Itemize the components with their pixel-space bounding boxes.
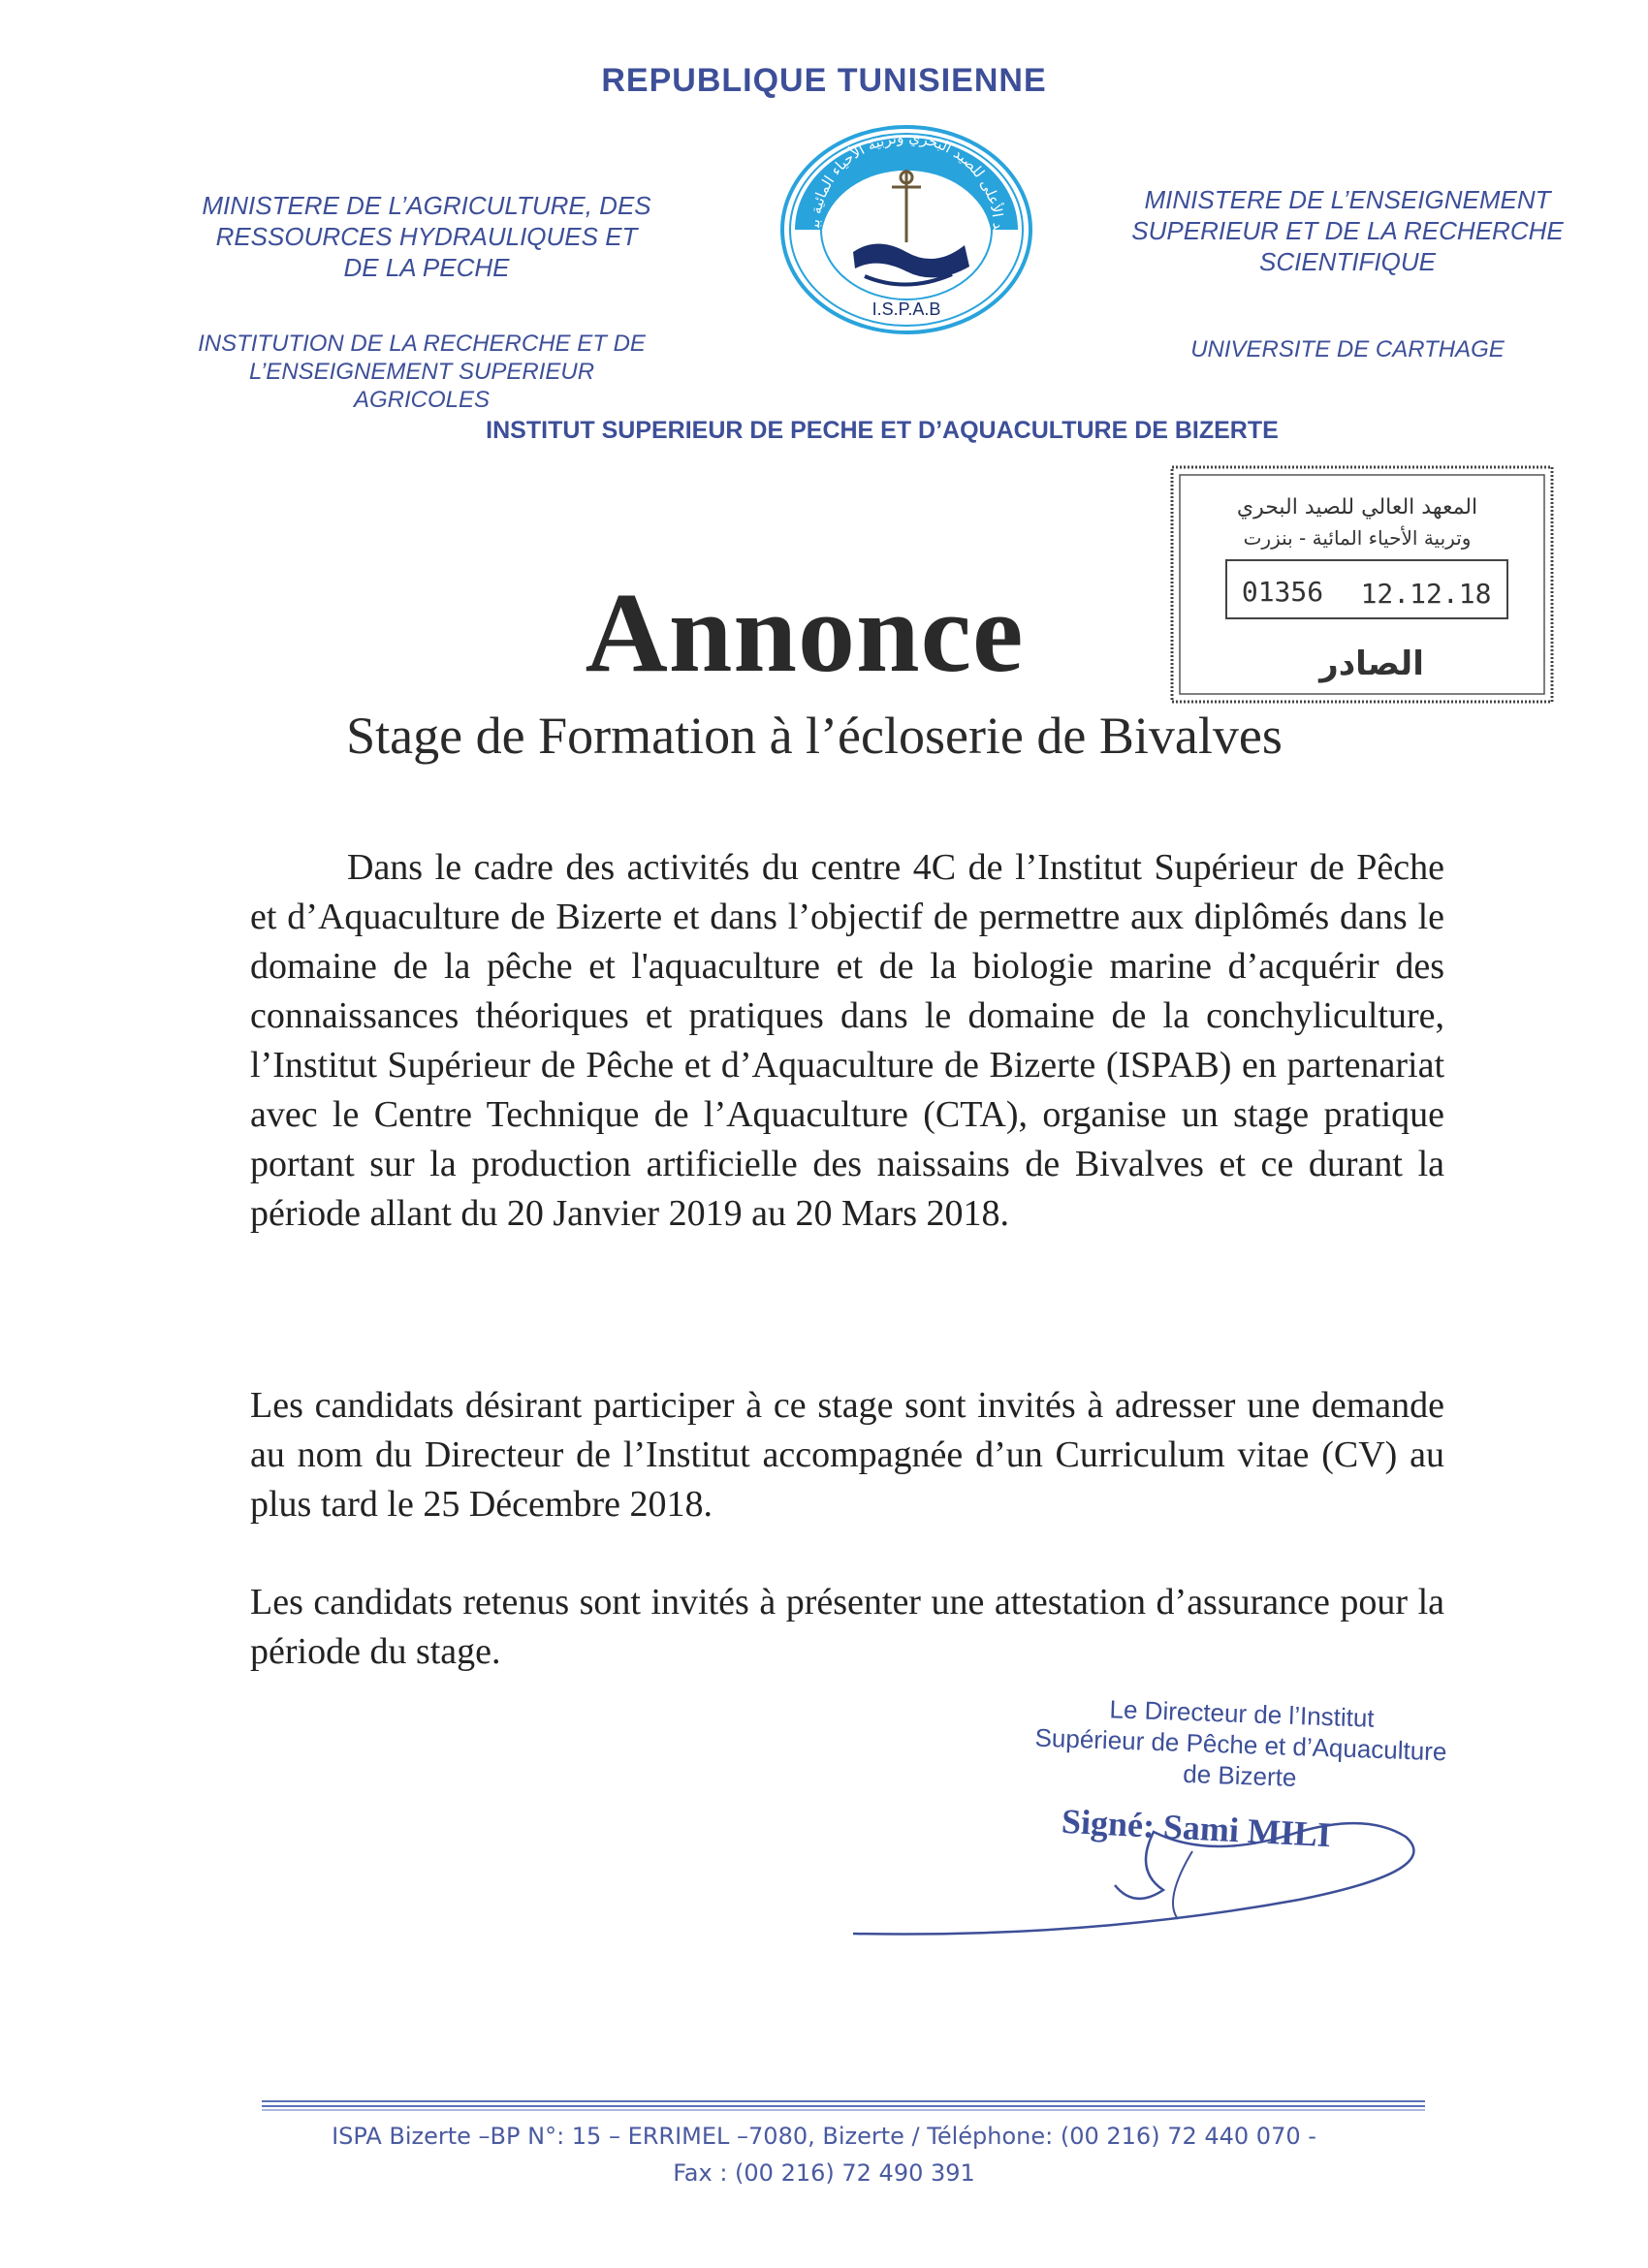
body-paragraph-2: [250, 1381, 1444, 1529]
institution-left-line: L’ENSEIGNEMENT SUPERIEUR: [248, 359, 595, 385]
stamp-date: 12.12.18: [1360, 578, 1492, 610]
signature-line: Le Directeur de l’Institut: [1109, 1694, 1376, 1733]
stamp-label: الصادر: [1319, 645, 1424, 683]
stamp-arabic-line2: وتربية الأحياء المائية - بنزرت: [1243, 526, 1472, 550]
footer-fax: Fax : (00 216) 72 490 391: [673, 2159, 975, 2187]
institution-left-line: AGRICOLES: [353, 387, 491, 413]
country-title: REPUBLIQUE TUNISIENNE: [601, 62, 1047, 99]
paragraph-text: Les candidats désirant participer à ce stage sont invités à adresser une demande au nom du Directeur de l’Institut accompagnée d’un Curriculum vitae (CV) au plus tard le 25 Décembre 2018.: [250, 1385, 1444, 1525]
ministry-left: [155, 190, 698, 283]
handwritten-signature: [843, 1793, 1464, 1948]
stamp-arabic-line1: المعهد العالي للصيد البحري: [1236, 495, 1478, 520]
signature-block: [1006, 1690, 1474, 1800]
ministry-right-line: SCIENTIFIQUE: [1258, 247, 1436, 276]
ministry-left-line: RESSOURCES HYDRAULIQUES ET: [215, 222, 638, 251]
signed-name: Signé: Sami MILI: [1061, 1801, 1332, 1855]
signature-line: Supérieur de Pêche et d’Aquaculture: [1034, 1722, 1447, 1767]
ministry-right-line: SUPERIEUR ET DE LA RECHERCHE: [1131, 216, 1564, 245]
body-paragraph-3: [250, 1578, 1444, 1677]
ministry-right: [1086, 184, 1609, 277]
ministry-left-line: DE LA PECHE: [343, 253, 510, 282]
body-paragraph-1: [250, 843, 1444, 1239]
signature-line: de Bizerte: [1182, 1758, 1297, 1793]
page-subtitle: Stage de Formation à l’écloserie de Bivalves: [346, 707, 1283, 765]
ministry-left-line: MINISTERE DE L’AGRICULTURE, DES: [202, 191, 651, 220]
page-title: Annonce: [585, 569, 1025, 696]
logo-arabic-text: د الأعلى للصيد البحري وتربية الأحياء المائية بب: [806, 128, 1008, 231]
paragraph-text: Les candidats retenus sont invités à présenter une attestation d’assurance pour la période du stage.: [250, 1582, 1444, 1672]
footer-divider: [262, 2098, 1425, 2112]
institute-name: INSTITUT SUPERIEUR DE PECHE ET D’AQUACULTURE DE BIZERTE: [486, 417, 1279, 444]
ispab-logo: [776, 121, 1037, 339]
logo-text: I.S.P.A.B: [872, 299, 941, 319]
footer-address: ISPA Bizerte –BP N°: 15 – ERRIMEL –7080, Bizerte / Téléphone: (00 216) 72 440 070 -: [332, 2123, 1316, 2150]
paragraph-text: Dans le cadre des activités du centre 4C de l’Institut Supérieur de Pêche et d’Aquaculture de Bizerte et dans l’objectif de permettre aux diplômés dans le domaine de la pêche et l'aquaculture et de la biologie marine d’acquérir des connaissances théoriques et pratiques dans le domaine de la conchyliculture, l’Institut Supérieur de Pêche et d’Aquaculture de Bizerte (ISPAB) en partenariat avec le Centre Technique de l’Aquaculture (CTA), organise un stage pratique portant sur la production artificielle des naissains de Bivalves et ce durant la période allant du 20 Janvier 2019 au 20 Mars 2018.: [250, 847, 1444, 1234]
stamp-number: 01356: [1241, 576, 1324, 608]
institution-left: [165, 330, 679, 414]
university-name: UNIVERSITE DE CARTHAGE: [1190, 336, 1505, 362]
institution-left-line: INSTITUTION DE LA RECHERCHE ET DE: [198, 331, 646, 357]
ministry-right-line: MINISTERE DE L’ENSEIGNEMENT: [1144, 185, 1551, 214]
